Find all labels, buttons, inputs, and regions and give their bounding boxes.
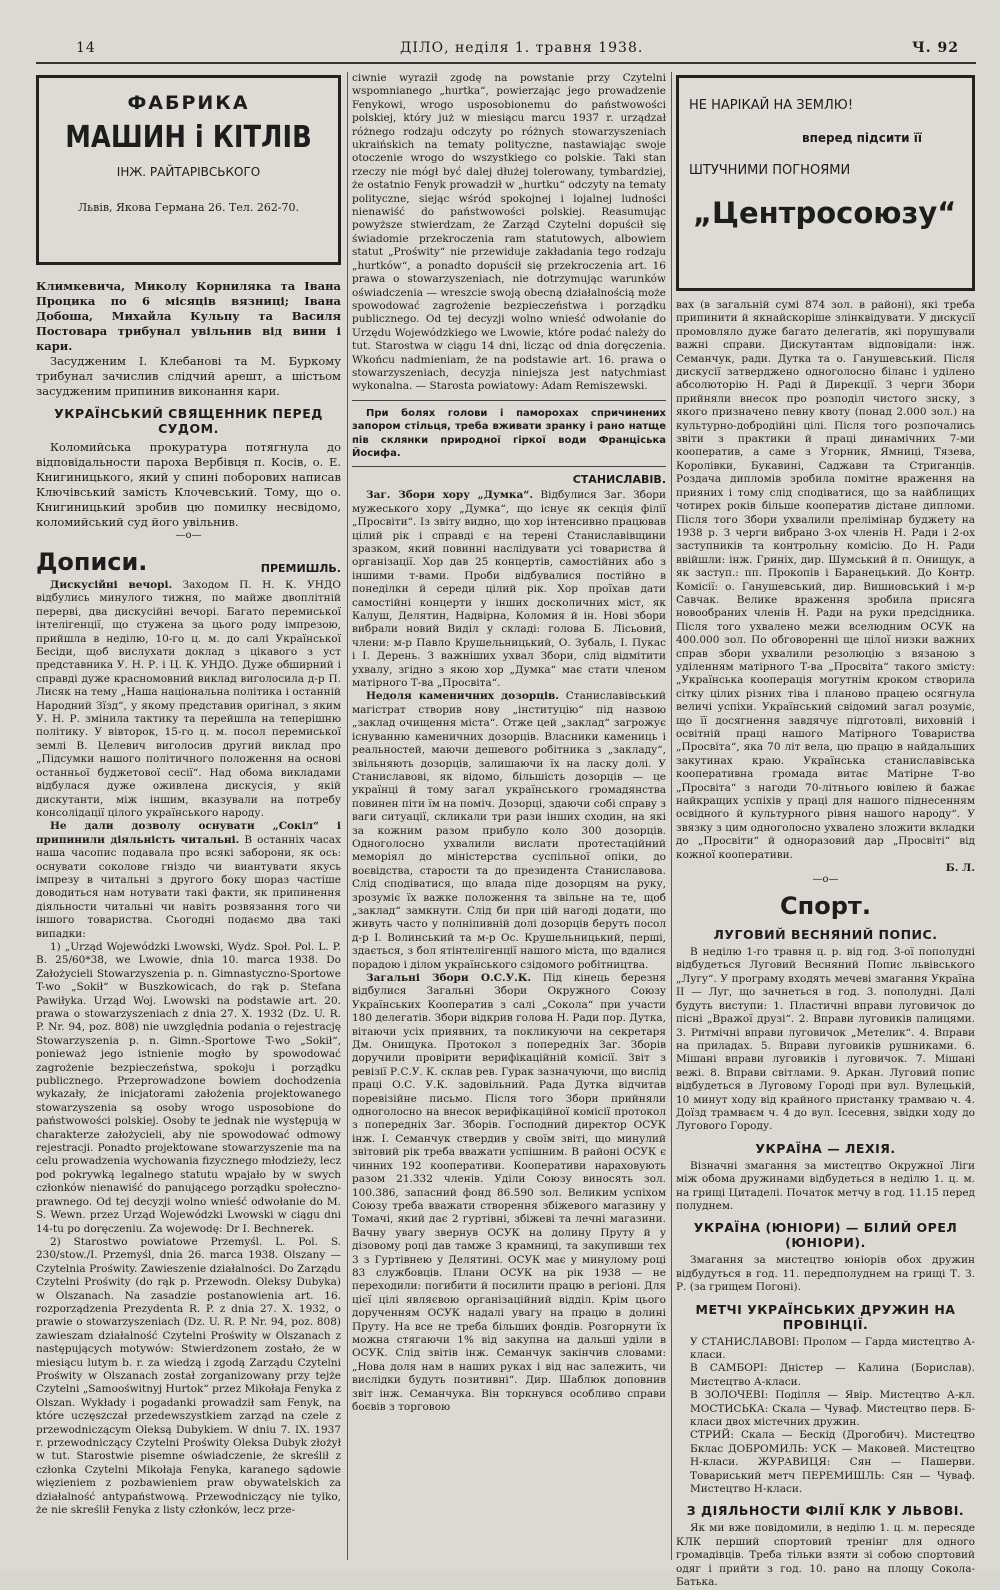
article-paragraph: Заг. Збори хору „Думка“. Відбулися Заг. Збори мужеського хору „Думка“, що існує як секція філії „Просвіти“. Із звіту видно, що хор інтенсивно працював цілий рік і справді є на терені Станиславівщини зразком, який повинні наслідувати усі товариства й організації. Хор дав 25 концертів, самостійних або з іншими т-вами. Проби відбувалися постійно в понеділки й середи цілий рік. Хор проїхав дати самостійні концерти у інших досколичних міст, як Калуш, Делятин, Надвірна, Коломия й ін. Нові збори вибрали новий Виділ у складі: голова Б. Лісьовий, члени: м-р Павло Крушельницький, О. Зубаль, І. Пукас і І. Дерень. З важніших ухвал Збори, слід відмітити ухвалу, згідно з якою хор „Думка“ має стати членом матірного Т-ва „Просвіта“. [352,489,666,690]
separator: —о— [175,530,202,541]
separator: —о— [812,874,839,886]
article-heading: УКРАЇНСЬКИЙ СВЯЩЕННИК ПЕРЕД СУДОМ. [54,406,323,436]
column-divider [347,72,348,1560]
center-column [352,72,666,1560]
article-heading: З ДІЯЛЬНОСТИ ФІЛІЇ КЛК У ЛЬВОВІ. [686,1503,965,1519]
article-paragraph: Коломийська прокуратура потягнула до відповідальности пароха Вербівця п. Косів, о. Е. Книгиницького, який у спині поборових написав Ключівський замість Клочевський. Тому, що о. Книгиницький зробив цю помилку несвідомо, коломийський суд його увільнив. [36,440,341,529]
article-heading: ЛУГОВИЙ ВЕСНЯНИЙ ПОПИС. [713,927,938,943]
article-paragraph: Змагання за мистецтво юніорів обох дружин відбудуться в год. 11. передполуднем на грищі Т. З. Р. (за грищем Погоні). [676,1254,975,1294]
article-paragraph: Климкевича, Миколу Корниляка та Івана Процика по 6 місяців вязниці; Івана Добоша, Михайла Кульпу та Василя Постовара трибунал увільнив від вини і кари. [36,279,341,353]
article-paragraph: 1) „Urząd Wojewódzki Lwowski, Wydz. Społ. Pol. L. P. B. 25/60*38, we Lwowie, dnia 10. marca 1938. Do Założycieli Stowarzyszenia p. n. Gimnastyczno-Sportowe T-wo „Sokił“ w Buszkowicach, do rąk p. Stefana Pawiłyka. Urząd Woj. Lwowski na podstawie art. 20. prawa o stowarzyszeniach z dnia 27. X. 1932 (Dz. U. R. P. Nr. 94, poz. 808) nie uwzględnia podania o rejestrację Stowarzyszenia p. n. Gimn.-Sportowe T-wo „Sokił“, ponieważ jego istnienie mogło by spowodować zagrożenie bezpieczeństwa, spokoju i porządku publicznego. Przeprowadzone bowiem dochodzenia wykazały, że inicjatorami założenia projektowanego stowarzyszenia są osoby wrogo usposobione do państwowości polskiej. Osoby te jednak nie występują w charakterze założycieli, aby nie spowodować odmowy rejestracji. Ponadto projektowane stowarzyszenie ma na celu prowadzenia wychowania fizycznego młodzieży, lecz pod pokrywką legalnego statutu wpajało by w swych członków nienawiść do panującego porządku społeczno-prawnego. Od tej decyzji wolno wnieść odwołanie do M. S. Wewn. przez Urząd Wojewódzki Lwowski w ciągu dni 14-tu po doręczeniu. Za wojewodę: Dr I. Bechnerek. [36,940,341,1235]
article-paragraph: вах (в загальній сумі 874 зол. в районі), які треба припинити й якнайскоріше злінквідувати. У дискусії промовляло дуже багато делегатів, які порушували важні справи. Дискутантам відповідали: інж. Семанчук, ради. Дутка та о. Ганушевський. Після дискусії затверджено одноголосно біланс і уділено абсолюторію Н. Раді й Дирекції. З черги Збори прийняли внесок про розподіл чистого зиску, з якого призначено певну квоту (понад 2.000 зол.) на культурно-добродійні цілі. Після того розпочались звіти з практики й праці динамічних 7-ми кооператив, а саме з Угорник, Ямниці, Тязева, Королівки, Букавині, Саджави та Стриганців. Роздача дипломів зробила помітне враження на прияних і тому слід сподіватися, що за найблищих чотирех років більше кооператив дістане дипломи. Після того Збори ухвалили прелімінар буджету на 1938 р. З черги вибрано 3-ох членів Н. Ради і 2-ох заступників та контрольну комісію. До Н. Ради ввійшли: інж. Гриніх, дир. Шумський й п. Онищук, а як заступ.: пп. Прокопів і Баранецький. До Контр. Комісії: о. Ганушевський, дир. Вишиовський і м-р Савчак. Велике враження зробила присяга новообраних членів Н. Ради на руки предсідника. Після того ухвалено межи вселюдним ОСУК на 400.000 зол. По обговоренні ще цілої низки важних справ збори ухвалили резолюцію з вязаною з уділенням матірного Т-ва „Просвіта“ такого змісту: „Українська кооперація могутнім кроком створила сітку цілих різних тіва і планово працею осягнула величі успіхи. Український свідомий загал розуміє, що її досягнення завдячує підготовлі, виховній і освітній праці нашого Матірного Товариства „Просвіта“, яка 70 літ вела, цю працю в найдальших закутинах краю. Українська станиславівська кооперативна громада витає Матірне Т-во „Просвіта“ з нагоди 70-літнього ювілею й бажає найкращих успіхів у праці для нашого піднесенням освідного й культурного рівня нашого народу“. У звязку з цим одноголосно ухвалено зложити вкладки до „Просвіти“ й одноразовий дар „Просвіті“ від кожної кооперативи. [676,299,975,861]
fixture-line: У СТАНИСЛАВОВІ: Пролом — Гарда мистецтво А-класи. [690,1335,975,1361]
article-paragraph: Загальні Збори О.С.У.К. Під кінець березня відбулися Загальні Збори Окружного Союзу Українських Кооператив з салі „Сокола“ при участи 180 делегатів. Збори відкрив голова Н. Ради пор. Дутка, вітаючи усіх приявних, та покликуючи на секретаря Дм. Онищука. Протокол з попередніх Заг. Зборів доручили провірити верифікаційній комісії. Звіт з ревізії Р.С.У. К. склав рев. Гурак зазначуючи, що вислід праці О.С. У.К. задовільний. Рада Дутка відчитав поревізійне письмо. Після того Збори прийняли одноголосно на внесок верифікаційної комісії протокол з попередніх Заг. Зборів. Господний директор ОСУК інж. І. Семанчук ствердив у своїм звіті, що минулий звітовий рік треба вважати успішним. В районі ОСУК є чинних 192 кооперативи. Кооперативи нараховують разом 21.332 членів. Уділи Союзу виносять зол. 100.386, запасний фонд 86.590 зол. Великим успіхом Союзу треба вважати створення збіжевого магазину у Томачі, який дає 2 гуртівні, збіжеві та лечні магазини. Вачну увагу звернув ОСУК на долину Пруту й у дізовому році дав тамже 3 крамниці, та закупивши тех 3 з Гуртівнею у Делятині. ОСУК має у минулому році 83 службовців. Плани ОСУК на рік 1938 — не переходили: погибити й посилити працю в регіоні. Для цієї цілі являєвою організаційний відділ. Крім цього дорученням ОСУК надалі увагу на працю в долині Пруту. На все не треба більших фондів. Розгорнути їх можна стягаючи 1% від закупна на дальші уділи в ОСУК. Слід звітів інж. Семанчук закінчив словами: „Нова доля нам в наших руках і від нас залежить, чи вислідки будуть позитивні“. Дир. Шаблюк доповнив звіт інж. Семанчука. Він торкнувся особливо справи боєвів з торговою [352,972,666,1413]
article-paragraph: Не дали дозволу оснувати „Сокіл“ і припинили діяльність читальні. В останніх часах наша часопис подавала про всякі заборони, як ось: оснувати соколове гніздо чи виантувати якусь імпрезу в читальні з другого боку шораз частіше доводиться нам нотувати такі факти, як припинення діяльности читальні чи навіть розвязання того чи іншого товариства. Сьогодні подаємо два такі випадки: [36,820,341,940]
dateline: ПРЕМИШЛЬ. [260,562,341,575]
machine-factory-ad [36,75,341,265]
page-number: 14 [76,40,96,56]
article-paragraph: Як ми вже повідомили, в неділю 1. ц. м. пересяде КЛК перший спортовий тренінг для одного громадівців. Треба тільки взяти зі собою спортовий одяг і прийти з год. 10. рано на площу Сокола-Батька. [676,1522,975,1589]
ad-headline: „Центросоюзу“ [693,196,957,230]
column-divider [671,72,672,1560]
ad-line: НЕ НАРІКАЙ НА ЗЕМЛЮ! [689,98,854,113]
issue-number: Ч. 92 [912,40,960,56]
fixture-line: В САМБОРІ: Дністер — Калина (Борислав). Мистецтво А-класи. [690,1362,975,1388]
article-paragraph: ciwnie wyraził zgodę na powstanie przy Czytelni wspomnianego „hurtka“, powierzając jego prowadzenie Fenykowi, wrogo usposobionemu do państwowości polskiej, który już w miesiącu marcu 1937 r. urządzał różnego rodzaju odczyty po różnych stowarzyszeniach ukraińskich na tematy polityczne, nastawiając swoje otoczenie wrogo do wszystkiego co polskie. Taki stan rzeczy nie mógł być dalej dłużej tolerowany, tymbardziej, że ostatnio Fenyk prowadził w „hurtku“ odczyty na tematy polityczne, siejąc wśród spokojnej i lojalnej ludności nienawiść do państwowości polskiej. Reasumując powyższe stwierdzam, że Zarząd Czytelni dopuścił się świadomie przekroczenia ram statutowych, albowiem statut „Proświty“ nie przewiduje zakładania tego rodzaju „hurtków“, a ponadto dopuścił się przekroczenia art. 16 prawa o stowarzyszeniach, nie dotrzymując warunków oświadczenia — wreszcie swoją obecną działalnością może spowodować zagrożenie bezpieczeństwa i porządku publicznego. Od tej decyzji wolno wnieść odwołanie do Urzędu Wojewódzkiego we Lwowie, które podać należy do tut. Starostwa w ciągu 14 dni, licząc od dnia doręczenia. Wkońcu nadmieniam, że na podstawie art. 16. prawa o stowarzyszeniach, decyzja niniejsza jest natychmiast wykonalna. — Starosta powiatowy: Adam Remiszewski. [352,72,666,393]
left-column [36,72,341,1560]
article-paragraph: 2) Starostwo powiatowe Przemyśl. L. Pol. S. 230/stow./I. Przemyśl, dnia 26. marca 1938. Olszany — Czytelnia Proświty. Zawieszenie działalności. Do Zarządu Czytelni Proświty (do rąk p. Przewodn. Oleksy Dubyka) w Olszanach. Na zasadzie postanowienia art. 16. rozporządzenia Prezydenta R. P. z dnia 27. X. 1932, o prawie o stowarzyszeniach (Dz. U. R. P. Nr. 94, poz. 808) zawieszam działalność Czytelni Proświty w Olszanach z następujących motywów: Stwierdzonem zostało, że w miesiącu lutym b. r. za wiedzą i zgodą Zarządu Czytelni Proświty w Olszanach został zorganizowany przy tejże Czytelni „Samooświtnyj Hurtok“ przez Mikołaja Fenyka z Olszan. Wykłady i pogadanki prowadził sam Fenyk, na które uczęszczał przedewszystkiem zarząd na czele z przewodniczącym Oleksą Dubykiem. W dniu 7. IX. 1937 r. przewodniczący Czytelni Proświty Oleksa Dubyk złożył w tut. Starostwie pisemne oświadczenie, że skreślił z członka Czytelni Mikołaja Fenyka, karanego sądowie więzieniem z pozbawieniem praw obywatelskich za działalność antypaństwową. Przewodniczący nie tylko, że nie skreślił Fenyka z listy członków, lecz prze- [36,1235,341,1517]
ad-address: Львів, Якова Германа 26. Тел. 262-70. [77,201,300,214]
fixture-line: В ЗОЛОЧЕВІ: Поділля — Явір. Мистецтво А-кл. МОСТИСЬКА: Скала — Чуваф. Мистецтво перв. Б-класи двох містечних дружин. [690,1389,975,1429]
section-heading: Спорт. [780,892,871,921]
header-rule [36,62,976,64]
article-heading: МЕТЧІ УКРАЇНСЬКИХ ДРУЖИН НА ПРОВІНЦІЇ. [695,1301,956,1332]
ad-line: ФАБРИКА [127,92,250,114]
article-paragraph: Візначні змагання за мистецтво Окружної Ліги між обома дружинами відбудеться в неділю 1. ц. м. на грищі Цитаделі. Початок метчу в год. 11.15 перед полуднем. [676,1159,975,1212]
article-paragraph: Засудженим І. Клебанові та М. Буркому трибунал зачислив слідчий арешт, а шістьом засудженим припинив виконання кари. [36,354,341,398]
dateline: СТАНИСЛАВІВ. [572,473,666,487]
ad-headline: МАШИН і КІТЛІВ [65,120,312,155]
rule [352,466,666,467]
right-column [676,72,975,1589]
masthead: ДІЛО, неділя 1. травня 1938. [400,40,644,56]
article-heading: УКРАЇНА (ЮНІОРИ) — БІЛИЙ ОРЕЛ (ЮНІОРИ). [693,1220,958,1251]
ad-line: ШТУЧНИМИ ПОГНОЯМИ [689,163,851,178]
franz-josef-notice: При болях голови і паморохах спричинених запором стільця, треба вживати зранку і рано натще пів склянки природної гіркої води Франціська Йосифа. [352,407,666,459]
section-heading: Дописи. [36,548,148,576]
signature: Б. Л. [945,862,975,875]
article-paragraph: В неділю 1-го травня ц. р. від год. 3-ої пополудні відбудеться Луговий Весняний Попис львівського „Лугу“. У програму входять мечеві змагання Україна ІІ — Луг, що зачнеться в год. 3. пополудні. Далі будуть виступи: 1. Пластичні вправи луговичок до пісні „Вражої друзі“. 2. Вправи луговиків палицями. 3. Ритмічні вправи луговичок „Метелик“. 4. Вправи на приладах. 5. Вправи луговиків рушниками. 6. Мішані вправи луговиків і луговичок. 7. Мішані вежі. 8. Вправи світлами. 9. Аркан. Луговий попис відбудеться в Луговому Городі при вул. Вулецькій, 10 минут ходу від крайного пристанку трамваю ч. 4. Доїзд трамваєм ч. 4 до вул. Ісесевня, звідки ходу до Лугового Городу. [676,946,975,1133]
rule [352,400,666,401]
article-paragraph: Дискусійні вечорі. Заходом П. Н. К. УНДО відбулись минулого тижня, по майже двоплітній перерві, два дискусійні вечорі. Багато перемиської інтелігенції, що стужена за цього роду імпрезою, прийшла в неділю, 10-го ц. м. до салі Української Бесіди, щоб вислухати доклад з цікавого з уст представника У. Н. Р. і Ц. К. УНДО. Дуже обширний і справді дуже красномовний виклад виголосила д-р П. Лисяк на тему „Наша національна політика і останній Народний Зїзд“, у якому представив оригінал, з яким У. Н. Р. змінила тактику та перейшла на теперішню політику. У вівторок, 15-го ц. м. посол перемиської землі В. Целевич виголосив другий виклад про „Підсумки нашого політичного положення на основі останньої буджетової сесії“. Над обома викладами відбулася дуже оживлена дискусія, у якій дискутанти, між іншим, вказували на потребу консолідації цілого українського народу. [36,579,341,819]
ad-line: вперед підсити її [801,131,922,145]
centrosoyuz-ad [676,75,975,291]
article-heading: УКРАЇНА — ЛЕХІЯ. [755,1140,896,1156]
ad-line: ІНЖ. РАЙТАРІВСЬКОГО [116,165,261,179]
fixture-line: СТРИЙ: Скала — Бескід (Дрогобич). Мистецтво Бклас ДОБРОМИЛЬ: УСК — Маковей. Мистецтво Н-класи. ЖУРАВИЦЯ: Сян — Пашерви. Товариський метч ПЕРЕМИШЛЬ: Сян — Чуваф. Мистецтво Н-класи. [690,1429,975,1496]
article-paragraph: Недоля каменичних дозорців. Станиславівський магістрат створив нову „інституцію“ під назвою „заклад очищення міста“. Отже цей „заклад“ загрожує існуванню каменичних дозорців. Власники камениць і реальностей, маючи дешевого робітника з „закладу“, звільняють дозорців, залишаючи їх на ласку долі. У Станиславові, як відомо, більшість дозорців — це українці й тому загал українського громадянства повинен піти їм на поміч. Дозорці, здаючи собі справу з ваги ситуації, скликали три рази інших сходин, на які за кожним разом прибуло коло 300 дозорців. Одноголосно ухвалили вислати протестаційний меморіял до міністерства суспільної опіки, до воєвідства, старости та до президента Станиславова. Слід сподіватися, що влада піде дозорцям на руку, зрозуміє їх важке положення та звільне на те, щоб „заклад“ замкнути. Слід би при цій нагоді додати, що живуть часто у полніпивній долі дозорців беруть посол д-р І. Волинський та м-р Ос. Крушельницький, перші, здається, з бол ятінтелігенції нашого міста, що вдалися порадою і ділом українського сзідомого робітництва. [352,690,666,971]
